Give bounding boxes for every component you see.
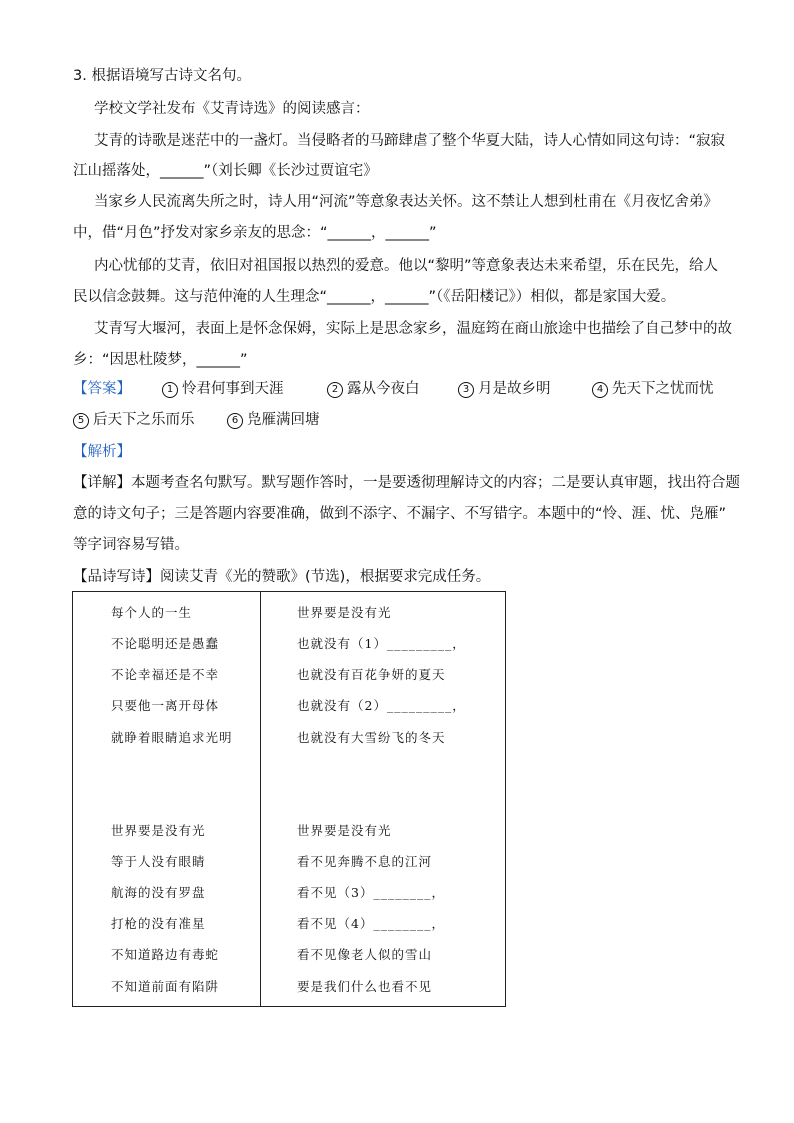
- poem-right-bottom-line-2: 看不见奔腾不息的江河: [297, 854, 433, 869]
- poem-right-top-line-5: 也就没有大雪纷飞的冬天: [297, 730, 446, 745]
- detail-line-3: 等字词容易写错。: [73, 537, 189, 553]
- answer-item-3: [458, 379, 551, 399]
- answer-text-1: 怜君何事到天涯: [182, 381, 284, 397]
- poem-right-bottom-line-5: 看不见像老人似的雪山: [297, 947, 433, 962]
- answer-label: 【答案】: [73, 381, 131, 397]
- detail-text-1: 本题考查名句默写。默写题作答时，一是要透彻理解诗文的内容；二是要认真审题，找出符合题: [131, 475, 740, 491]
- answer-item-4: [592, 379, 714, 399]
- answer-number-6: 6: [227, 413, 243, 429]
- answer-text-4: 先天下之忧而忧: [612, 381, 714, 397]
- paragraph-2-line-2: 中，借“月色”抒发对家乡亲友的思念：“______，______”: [73, 225, 437, 241]
- analysis-label: 【解析】: [73, 444, 131, 460]
- answer-text-3: 月是故乡明: [478, 381, 551, 397]
- poem-left-bottom-line-1: 世界要是没有光: [111, 823, 206, 838]
- poem-right-top-line-2: 也就没有（1）_________，: [297, 636, 466, 651]
- detail-line-2: 意的诗文句子；三是答题内容要准确，做到不添字、不漏字、不写错字。本题中的“怜、涯、忧、凫雁”: [73, 506, 727, 522]
- poem-left-top-line-1: 每个人的一生: [111, 605, 193, 620]
- answer-text-6: 凫雁满回塘: [247, 412, 320, 428]
- poem-right-top-line-3: 也就没有百花争妍的夏天: [297, 667, 446, 682]
- answer-number-1: 1: [162, 382, 178, 398]
- poem-section-label: 【品诗写诗】: [73, 569, 160, 585]
- answer-item-1: [162, 379, 284, 399]
- poem-left-bottom-line-4: 打枪的没有准星: [111, 916, 206, 931]
- question-intro: 学校文学社发布《艾青诗选》的阅读感言：: [94, 101, 370, 117]
- poem-left-top-line-3: 不论幸福还是不幸: [111, 667, 220, 682]
- detail-line-1: [73, 473, 740, 493]
- poem-section-instruction: 阅读艾青《光的赞歌》(节选)，根据要求完成任务。: [160, 569, 491, 585]
- poem-right-bottom-line-1: 世界要是没有光: [297, 823, 392, 838]
- poem-right-top-line-1: 世界要是没有光: [297, 605, 392, 620]
- paragraph-4-line-2: 乡：“因思杜陵梦，______”: [73, 352, 248, 368]
- paragraph-1-line-1: 艾青的诗歌是迷茫中的一盏灯。当侵略者的马蹄肆虐了整个华夏大陆，诗人心情如同这句诗：“寂寂: [94, 133, 726, 149]
- paragraph-2-line-1: 当家乡人民流离失所之时，诗人用“河流”等意象表达关怀。这不禁让人想到杜甫在《月夜忆舍弟》: [94, 194, 719, 210]
- paragraph-4-line-1: 艾青写大堰河，表面上是怀念保姆，实际上是思念家乡，温庭筠在商山旅途中也描绘了自己梦中的故: [94, 321, 732, 337]
- question-title: 3. 根据语境写古诗文名句。: [73, 68, 251, 84]
- poem-left-top-line-4: 只要他一离开母体: [111, 698, 220, 713]
- answer-item-5: [73, 410, 195, 430]
- paragraph-3-line-2: 民以信念鼓舞。这与范仲淹的人生理念“______，______”（《岳阳楼记》）相似，都是家国大爱。: [73, 289, 676, 305]
- poem-left-top-line-2: 不论聪明还是愚蠢: [111, 636, 220, 651]
- poem-left-bottom-line-2: 等于人没有眼睛: [111, 854, 206, 869]
- answer-number-4: 4: [592, 382, 608, 398]
- poem-right-top-line-4: 也就没有（2）_________，: [297, 698, 466, 713]
- answer-number-5: 5: [73, 413, 89, 429]
- poem-right-bottom-line-6: 要是我们什么也看不见: [297, 979, 433, 994]
- answer-item-2: [327, 379, 420, 399]
- paragraph-1-line-2: 江山摇落处，______”（刘长卿《长沙过贾谊宅》: [73, 163, 378, 179]
- poem-left-bottom-line-3: 航海的没有罗盘: [111, 885, 206, 900]
- answer-text-5: 后天下之乐而乐: [93, 412, 195, 428]
- poem-right-bottom-line-4: 看不见（4）________，: [297, 916, 445, 931]
- poem-table: [72, 591, 506, 1007]
- answer-item-6: [227, 410, 320, 430]
- poem-section-heading: [73, 567, 490, 587]
- answer-number-2: 2: [327, 382, 343, 398]
- paragraph-3-line-1: 内心忧郁的艾青，依旧对祖国报以热烈的爱意。他以“黎明”等意象表达未来希望，乐在民先，给人: [94, 258, 719, 274]
- poem-left-top-line-5: 就睁着眼睛追求光明: [111, 730, 233, 745]
- answer-text-2: 露从今夜白: [347, 381, 420, 397]
- poem-left-bottom-line-5: 不知道路边有毒蛇: [111, 947, 220, 962]
- poem-right-bottom-line-3: 看不见（3）________，: [297, 885, 445, 900]
- answer-number-3: 3: [458, 382, 474, 398]
- poem-left-bottom-line-6: 不知道前面有陷阱: [111, 979, 220, 994]
- poem-table-divider: [260, 592, 261, 1006]
- detail-label: 【详解】: [73, 475, 131, 491]
